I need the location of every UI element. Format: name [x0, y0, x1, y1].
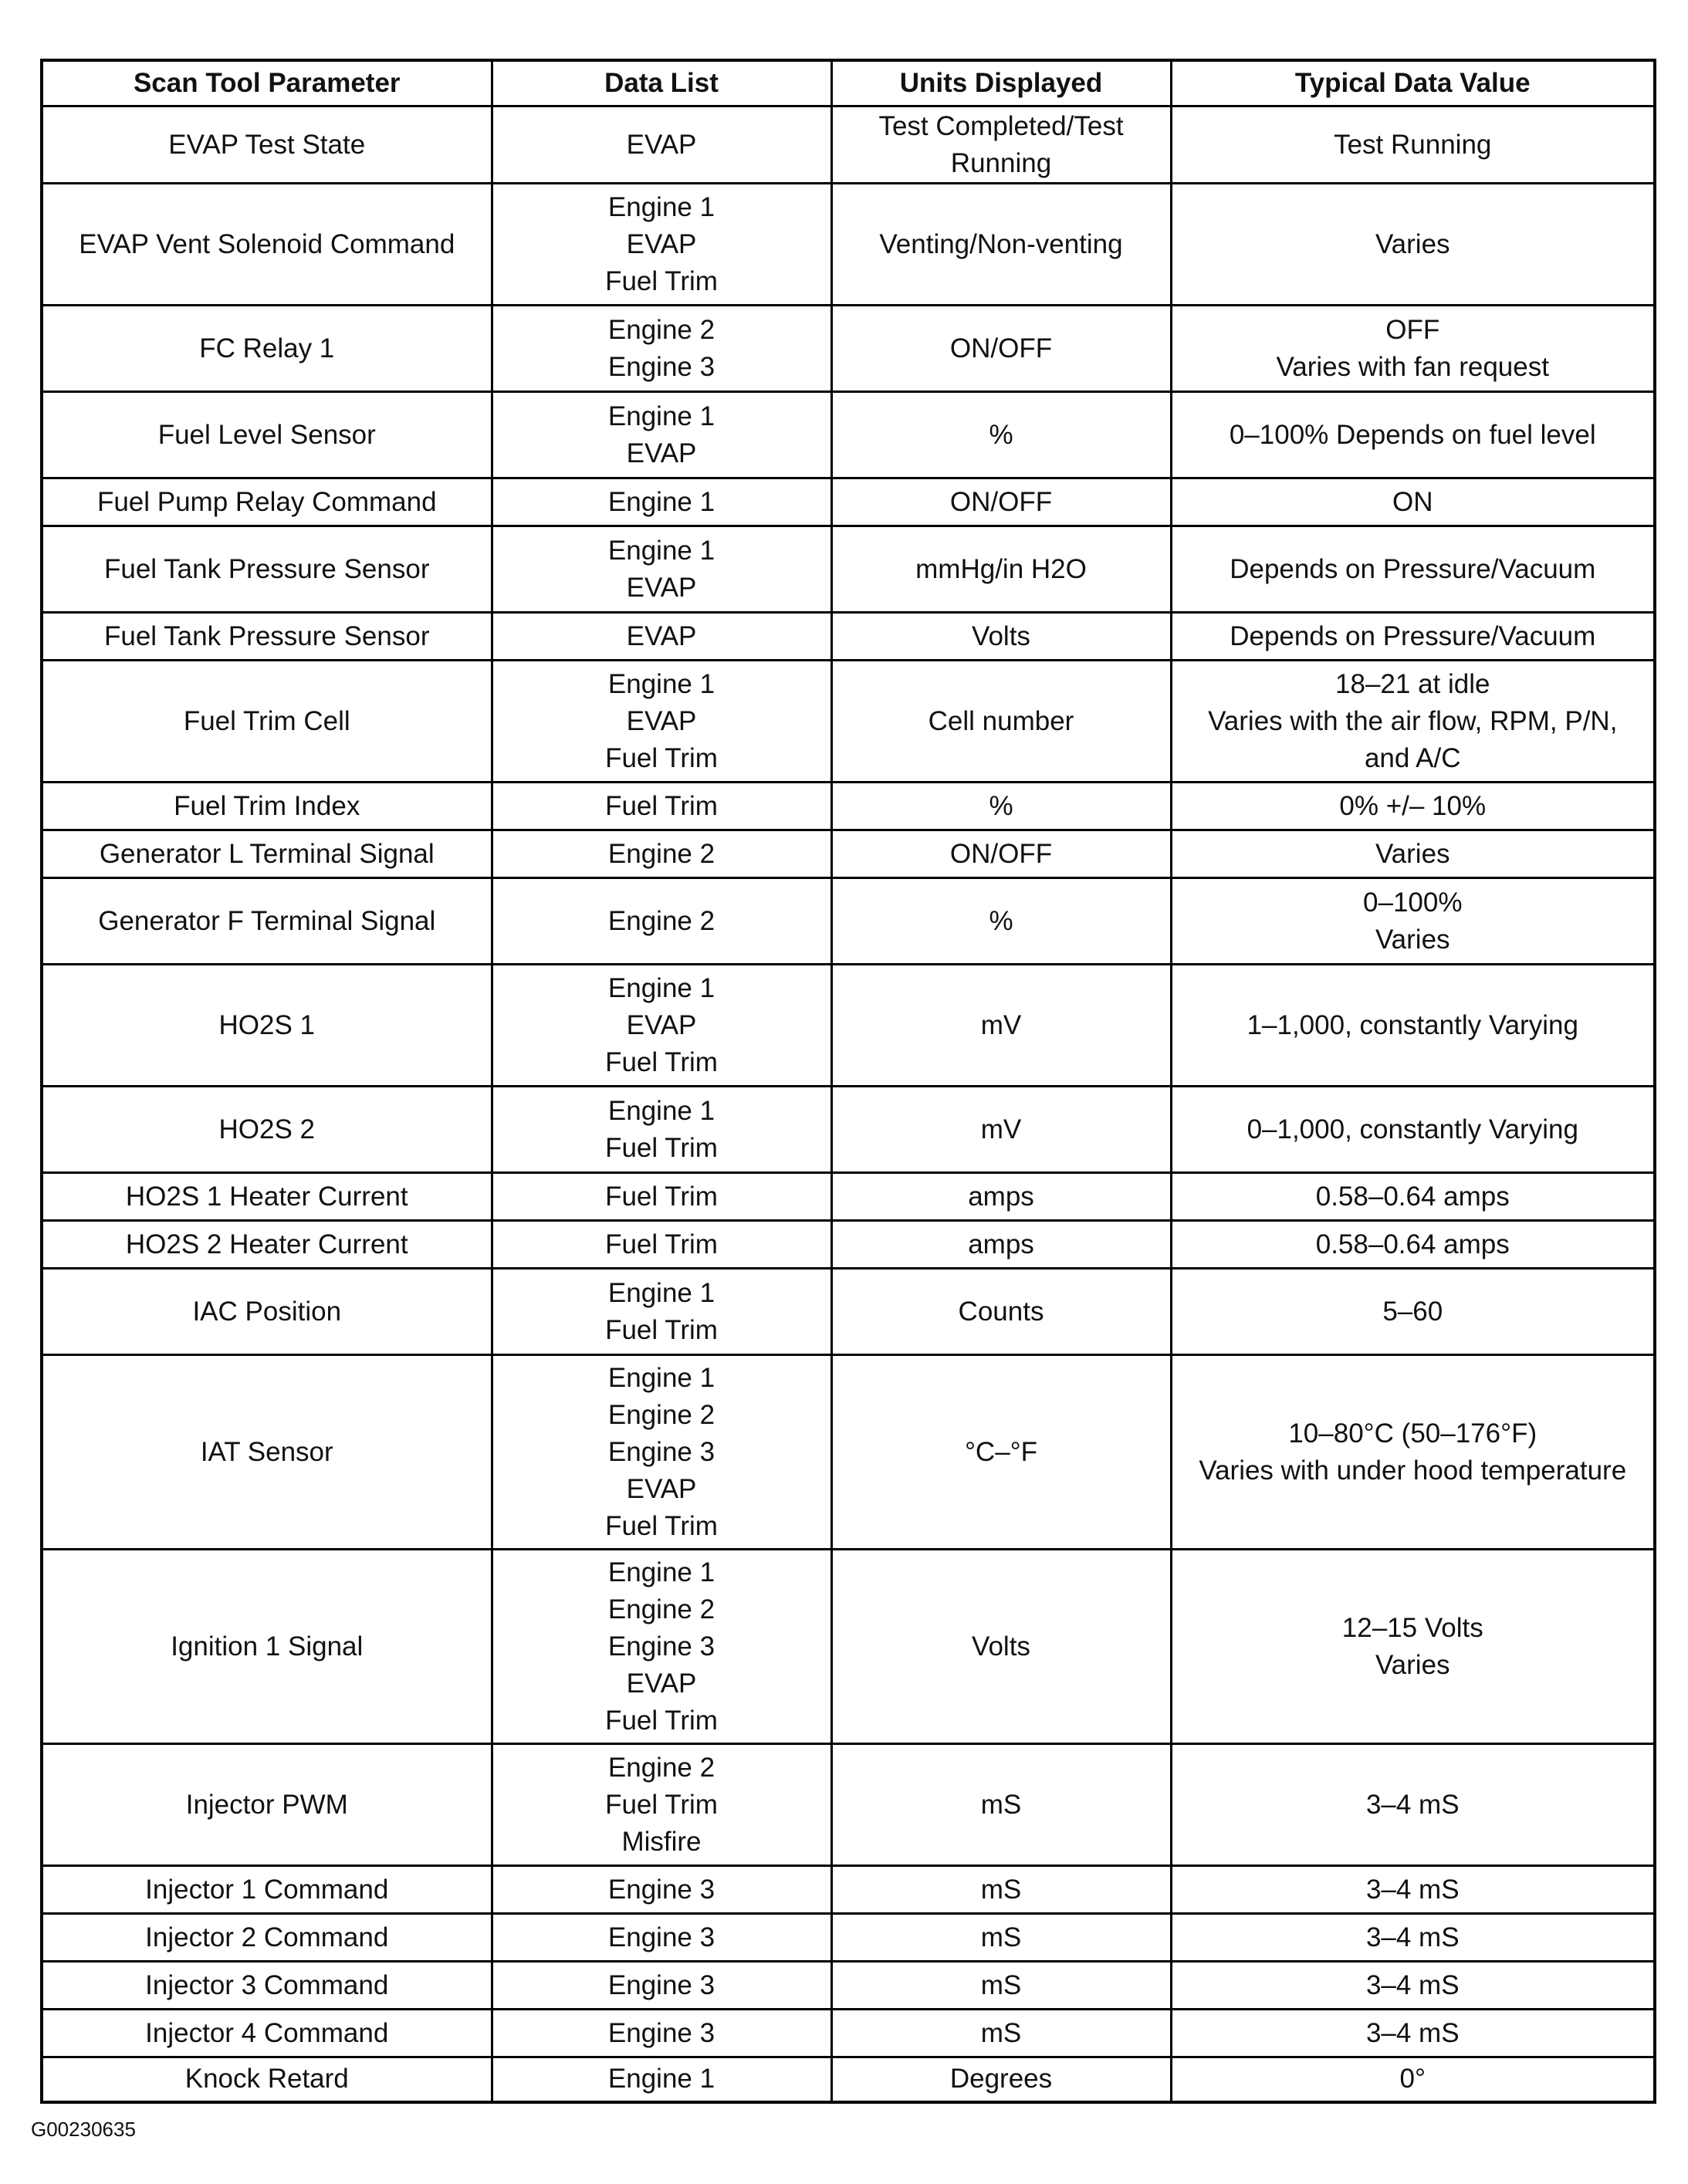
table-body: [42, 106, 1655, 2102]
cell-line: mV: [980, 1009, 1022, 1040]
cell-line: Engine 1: [607, 401, 715, 431]
cell-parameter: [42, 783, 492, 830]
cell-data-list: [492, 106, 831, 184]
cell-line: Varies: [1375, 924, 1450, 955]
table-row: [42, 1962, 1655, 2010]
header-typical-data-value: Typical Data Value: [1171, 60, 1655, 106]
table-header: [42, 60, 1655, 106]
cell-line: Engine 3: [607, 1922, 715, 1952]
cell-line: Fuel Trim Index: [174, 790, 360, 821]
cell-line: Ignition 1 Signal: [171, 1631, 364, 1662]
cell-parameter: [42, 1269, 492, 1355]
cell-line: mS: [980, 2017, 1022, 2048]
cell-line: Injector 3 Command: [145, 1969, 389, 2000]
cell-data-list: [492, 1744, 831, 1866]
cell-line: HO2S 1: [218, 1009, 315, 1040]
cell-line: mmHg/in H2O: [915, 553, 1087, 584]
cell-data-list: [492, 1962, 831, 2010]
cell-line: ON/OFF: [949, 333, 1053, 363]
cell-line: 0–100% Depends on fuel level: [1229, 419, 1596, 450]
cell-line: Injector 4 Command: [145, 2017, 389, 2048]
cell-units: [831, 1744, 1171, 1866]
cell-units: [831, 306, 1171, 392]
cell-line: Fuel Tank Pressure Sensor: [103, 620, 430, 651]
cell-line: 3–4 mS: [1365, 1874, 1460, 1905]
cell-line: Fuel Trim: [605, 1181, 718, 1212]
cell-line: Volts: [972, 1631, 1030, 1662]
cell-typical-value: [1171, 1269, 1655, 1355]
cell-line: Engine 1: [607, 1362, 715, 1393]
cell-typical-value: [1171, 1087, 1655, 1173]
cell-line: EVAP: [626, 228, 697, 259]
cell-line: %: [989, 790, 1013, 821]
cell-parameter: [42, 2057, 492, 2102]
table-row: [42, 106, 1655, 184]
cell-line: Injector 1 Command: [145, 1874, 389, 1905]
cell-units: [831, 661, 1171, 783]
cell-typical-value: [1171, 2010, 1655, 2057]
cell-line: Fuel Trim: [605, 742, 718, 773]
table-row: [42, 526, 1655, 613]
table-row: [42, 2010, 1655, 2057]
cell-line: Knock Retard: [184, 2064, 349, 2094]
cell-parameter: [42, 478, 492, 526]
cell-data-list: [492, 1087, 831, 1173]
cell-line: ON/OFF: [949, 838, 1053, 869]
header-data-list: Data List: [492, 60, 831, 106]
cell-line: EVAP: [626, 129, 697, 160]
cell-typical-value: [1171, 1355, 1655, 1550]
cell-line: Engine 3: [607, 1436, 715, 1467]
cell-line: Engine 2: [607, 905, 715, 936]
cell-data-list: [492, 783, 831, 830]
cell-line: OFF: [1385, 314, 1440, 345]
cell-data-list: [492, 526, 831, 613]
cell-line: Fuel Trim: [605, 265, 718, 296]
cell-units: [831, 1962, 1171, 2010]
cell-units: [831, 184, 1171, 306]
cell-line: 18–21 at idle: [1335, 668, 1490, 699]
cell-data-list: [492, 613, 831, 661]
figure-id: G00230635: [31, 2118, 136, 2141]
cell-parameter: [42, 1221, 492, 1269]
cell-parameter: [42, 392, 492, 478]
cell-line: and A/C: [1364, 742, 1461, 773]
cell-typical-value: [1171, 1914, 1655, 1962]
cell-line: mS: [980, 1969, 1022, 2000]
cell-typical-value: [1171, 878, 1655, 965]
cell-parameter: [42, 1087, 492, 1173]
cell-units: [831, 1269, 1171, 1355]
cell-typical-value: [1171, 1744, 1655, 1866]
cell-line: mS: [980, 1789, 1022, 1820]
table-row: [42, 1087, 1655, 1173]
cell-units: [831, 1087, 1171, 1173]
cell-line: 1–1,000, constantly Varying: [1247, 1009, 1578, 1040]
cell-line: Counts: [958, 1296, 1044, 1327]
cell-line: Depends on Pressure/Vacuum: [1230, 553, 1596, 584]
cell-line: EVAP Test State: [168, 129, 366, 160]
cell-data-list: [492, 1173, 831, 1221]
table-row: [42, 1866, 1655, 1914]
cell-typical-value: [1171, 783, 1655, 830]
cell-line: 3–4 mS: [1365, 2017, 1460, 2048]
cell-line: ON/OFF: [949, 486, 1053, 517]
cell-line: Fuel Trim: [605, 790, 718, 821]
cell-line: Fuel Level Sensor: [157, 419, 376, 450]
cell-units: [831, 392, 1171, 478]
cell-line: Venting/Non-venting: [879, 228, 1123, 259]
cell-units: [831, 106, 1171, 184]
cell-parameter: [42, 2010, 492, 2057]
cell-line: EVAP: [626, 572, 697, 603]
cell-line: Engine 1: [607, 1277, 715, 1308]
cell-parameter: [42, 965, 492, 1087]
cell-line: EVAP: [626, 1668, 697, 1699]
cell-line: Fuel Trim: [605, 1046, 718, 1077]
table-row: [42, 613, 1655, 661]
cell-data-list: [492, 1355, 831, 1550]
scan-tool-data-table: [40, 59, 1656, 2104]
cell-line: EVAP: [626, 1473, 697, 1504]
cell-data-list: [492, 392, 831, 478]
header-units-displayed: Units Displayed: [831, 60, 1171, 106]
cell-data-list: [492, 2057, 831, 2102]
cell-parameter: [42, 613, 492, 661]
cell-line: Degrees: [949, 2064, 1053, 2094]
cell-parameter: [42, 1173, 492, 1221]
cell-parameter: [42, 1962, 492, 2010]
cell-line: Engine 1: [607, 972, 715, 1003]
table-row: [42, 783, 1655, 830]
cell-line: Engine 1: [607, 486, 715, 517]
table-row: [42, 661, 1655, 783]
cell-data-list: [492, 661, 831, 783]
cell-line: IAC Position: [192, 1296, 342, 1327]
table-row: [42, 2057, 1655, 2102]
table-row: [42, 1914, 1655, 1962]
table-row: [42, 830, 1655, 878]
cell-parameter: [42, 1355, 492, 1550]
cell-typical-value: [1171, 526, 1655, 613]
cell-line: EVAP: [626, 705, 697, 736]
cell-line: 3–4 mS: [1365, 1789, 1460, 1820]
cell-data-list: [492, 1550, 831, 1744]
cell-line: Volts: [972, 620, 1030, 651]
cell-parameter: [42, 106, 492, 184]
cell-data-list: [492, 830, 831, 878]
cell-line: Varies with fan request: [1276, 351, 1549, 382]
cell-line: amps: [968, 1181, 1034, 1212]
cell-data-list: [492, 184, 831, 306]
table-row: [42, 478, 1655, 526]
cell-data-list: [492, 1866, 831, 1914]
header-row: [42, 60, 1655, 106]
cell-line: Varies with under hood temperature: [1199, 1455, 1627, 1486]
cell-units: [831, 2057, 1171, 2102]
cell-line: Engine 3: [607, 1969, 715, 2000]
cell-line: IAT Sensor: [200, 1436, 333, 1467]
cell-line: 3–4 mS: [1365, 1969, 1460, 2000]
cell-line: Fuel Trim: [605, 1132, 718, 1163]
cell-line: 0–1,000, constantly Varying: [1247, 1114, 1578, 1144]
cell-line: %: [989, 419, 1013, 450]
cell-line: 10–80°C (50–176°F): [1288, 1418, 1537, 1449]
cell-line: Engine 1: [607, 668, 715, 699]
cell-line: °C–°F: [964, 1436, 1038, 1467]
cell-line: Varies: [1375, 838, 1450, 869]
cell-line: 5–60: [1382, 1296, 1443, 1327]
cell-line: Cell number: [928, 705, 1074, 736]
header-scan-tool-parameter: Scan Tool Parameter: [42, 60, 492, 106]
cell-parameter: [42, 526, 492, 613]
cell-units: [831, 613, 1171, 661]
cell-line: Test Running: [1334, 129, 1492, 160]
cell-line: Test Completed/Test: [878, 110, 1124, 141]
table-row: [42, 1744, 1655, 1866]
cell-line: FC Relay 1: [199, 333, 335, 363]
cell-units: [831, 2010, 1171, 2057]
cell-typical-value: [1171, 965, 1655, 1087]
cell-data-list: [492, 965, 831, 1087]
cell-line: mS: [980, 1874, 1022, 1905]
cell-data-list: [492, 878, 831, 965]
cell-units: [831, 526, 1171, 613]
scan-tool-data-sheet: [40, 59, 1653, 2104]
table-row: [42, 1269, 1655, 1355]
cell-typical-value: [1171, 661, 1655, 783]
cell-parameter: [42, 1550, 492, 1744]
table-row: [42, 965, 1655, 1087]
cell-typical-value: [1171, 1550, 1655, 1744]
cell-line: EVAP: [626, 1009, 697, 1040]
cell-line: Engine 3: [607, 1631, 715, 1662]
cell-line: HO2S 2: [218, 1114, 315, 1144]
cell-line: Generator F Terminal Signal: [98, 905, 436, 936]
cell-line: Fuel Pump Relay Command: [96, 486, 437, 517]
cell-line: Generator L Terminal Signal: [99, 838, 435, 869]
cell-units: [831, 965, 1171, 1087]
table-row: [42, 878, 1655, 965]
cell-line: Engine 3: [607, 2017, 715, 2048]
cell-units: [831, 830, 1171, 878]
cell-line: Engine 1: [607, 191, 715, 222]
cell-parameter: [42, 306, 492, 392]
cell-line: Varies with the air flow, RPM, P/N,: [1208, 705, 1618, 736]
cell-line: Engine 1: [607, 1557, 715, 1587]
cell-typical-value: [1171, 478, 1655, 526]
cell-line: %: [989, 905, 1013, 936]
cell-line: Engine 1: [607, 535, 715, 566]
cell-line: Injector PWM: [185, 1789, 348, 1820]
cell-line: Fuel Tank Pressure Sensor: [103, 553, 430, 584]
table-row: [42, 1355, 1655, 1550]
cell-line: 0% +/– 10%: [1339, 790, 1487, 821]
cell-units: [831, 783, 1171, 830]
cell-line: Varies: [1375, 1649, 1450, 1680]
cell-units: [831, 878, 1171, 965]
cell-line: Running: [950, 147, 1052, 178]
cell-data-list: [492, 2010, 831, 2057]
table-row: [42, 1173, 1655, 1221]
cell-line: HO2S 2 Heater Current: [125, 1229, 408, 1259]
cell-data-list: [492, 478, 831, 526]
cell-parameter: [42, 661, 492, 783]
cell-data-list: [492, 306, 831, 392]
cell-line: HO2S 1 Heater Current: [125, 1181, 408, 1212]
cell-units: [831, 1221, 1171, 1269]
cell-typical-value: [1171, 2057, 1655, 2102]
table-row: [42, 306, 1655, 392]
cell-parameter: [42, 830, 492, 878]
table-row: [42, 392, 1655, 478]
cell-typical-value: [1171, 106, 1655, 184]
cell-units: [831, 1914, 1171, 1962]
cell-line: Fuel Trim: [605, 1789, 718, 1820]
cell-line: 0°: [1399, 2064, 1426, 2094]
cell-parameter: [42, 878, 492, 965]
cell-typical-value: [1171, 1962, 1655, 2010]
cell-line: Engine 3: [607, 351, 715, 382]
cell-line: Fuel Trim: [605, 1510, 718, 1541]
cell-line: EVAP: [626, 438, 697, 468]
cell-line: Engine 1: [607, 1095, 715, 1126]
cell-parameter: [42, 184, 492, 306]
cell-parameter: [42, 1866, 492, 1914]
cell-typical-value: [1171, 830, 1655, 878]
table-row: [42, 184, 1655, 306]
cell-typical-value: [1171, 613, 1655, 661]
cell-units: [831, 1550, 1171, 1744]
table-row: [42, 1221, 1655, 1269]
table-row: [42, 1550, 1655, 1744]
cell-line: Engine 2: [607, 1594, 715, 1624]
cell-typical-value: [1171, 184, 1655, 306]
cell-line: EVAP Vent Solenoid Command: [79, 228, 455, 259]
cell-line: 12–15 Volts: [1341, 1612, 1483, 1643]
cell-units: [831, 478, 1171, 526]
cell-line: mS: [980, 1922, 1022, 1952]
cell-units: [831, 1173, 1171, 1221]
cell-line: Fuel Trim Cell: [183, 705, 350, 736]
cell-parameter: [42, 1744, 492, 1866]
cell-typical-value: [1171, 306, 1655, 392]
cell-data-list: [492, 1221, 831, 1269]
cell-units: [831, 1866, 1171, 1914]
cell-typical-value: [1171, 1221, 1655, 1269]
cell-line: EVAP: [626, 620, 697, 651]
cell-data-list: [492, 1269, 831, 1355]
cell-typical-value: [1171, 392, 1655, 478]
cell-line: Engine 1: [607, 2064, 715, 2094]
cell-line: Fuel Trim: [605, 1314, 718, 1345]
cell-units: [831, 1355, 1171, 1550]
cell-data-list: [492, 1914, 831, 1962]
cell-line: Engine 2: [607, 1752, 715, 1783]
cell-line: Varies: [1375, 228, 1450, 259]
cell-line: 3–4 mS: [1365, 1922, 1460, 1952]
cell-line: ON: [1392, 486, 1433, 517]
cell-line: Fuel Trim: [605, 1705, 718, 1736]
cell-typical-value: [1171, 1866, 1655, 1914]
cell-line: Engine 2: [607, 838, 715, 869]
cell-line: Misfire: [621, 1826, 702, 1857]
cell-parameter: [42, 1914, 492, 1962]
cell-line: 0.58–0.64 amps: [1315, 1181, 1510, 1212]
cell-typical-value: [1171, 1173, 1655, 1221]
cell-line: amps: [968, 1229, 1034, 1259]
cell-line: Engine 2: [607, 1399, 715, 1430]
cell-line: 0–100%: [1363, 887, 1463, 918]
cell-line: Fuel Trim: [605, 1229, 718, 1259]
cell-line: mV: [980, 1114, 1022, 1144]
cell-line: Injector 2 Command: [145, 1922, 389, 1952]
cell-line: 0.58–0.64 amps: [1315, 1229, 1510, 1259]
cell-line: Depends on Pressure/Vacuum: [1230, 620, 1596, 651]
cell-line: Engine 3: [607, 1874, 715, 1905]
cell-line: Engine 2: [607, 314, 715, 345]
